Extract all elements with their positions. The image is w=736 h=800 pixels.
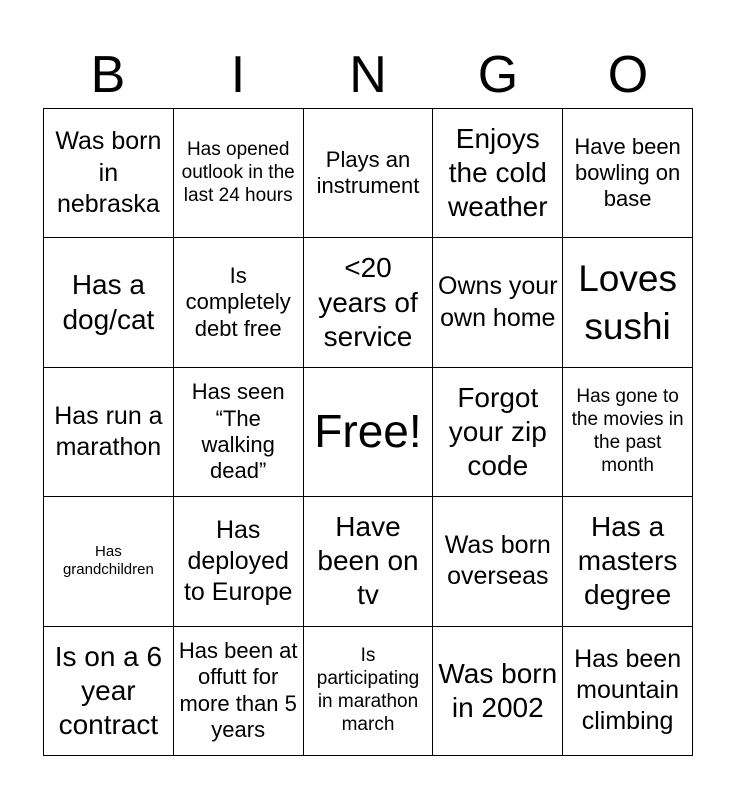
bingo-cell[interactable]: Have been bowling on base (563, 109, 693, 238)
bingo-cell[interactable]: Loves sushi (563, 238, 693, 367)
bingo-cell[interactable]: Has been at offutt for more than 5 years (174, 627, 304, 756)
bingo-cell[interactable]: Is participating in marathon march (304, 627, 434, 756)
bingo-cell[interactable]: Has a dog/cat (44, 238, 174, 367)
bingo-cell[interactable]: Plays an instrument (304, 109, 434, 238)
bingo-cell[interactable]: Was born in 2002 (433, 627, 563, 756)
bingo-cell[interactable]: Has deployed to Europe (174, 497, 304, 626)
bingo-cell[interactable]: Is completely debt free (174, 238, 304, 367)
bingo-cell[interactable]: Has a masters degree (563, 497, 693, 626)
bingo-header (43, 46, 693, 104)
bingo-cell[interactable]: Was born in nebraska (44, 109, 174, 238)
bingo-cell[interactable]: Has gone to the movies in the past month (563, 368, 693, 497)
header-letter-b: B (90, 46, 126, 104)
free-space-cell[interactable]: Free! (304, 368, 434, 497)
header-letter-n: N (349, 46, 387, 104)
bingo-cell[interactable]: Was born overseas (433, 497, 563, 626)
bingo-cell[interactable]: Has run a marathon (44, 368, 174, 497)
bingo-cell[interactable]: <20 years of service (304, 238, 434, 367)
bingo-cell[interactable]: Has opened outlook in the last 24 hours (174, 109, 304, 238)
bingo-cell[interactable]: Has been mountain climbing (563, 627, 693, 756)
header-letter-i: I (230, 46, 246, 104)
header-letter-g: G (477, 46, 519, 104)
bingo-grid (43, 108, 693, 756)
bingo-cell[interactable]: Is on a 6 year contract (44, 627, 174, 756)
bingo-cell[interactable]: Have been on tv (304, 497, 434, 626)
bingo-cell[interactable]: Forgot your zip code (433, 368, 563, 497)
bingo-cell[interactable]: Has grandchildren (44, 497, 174, 626)
header-letter-o: O (607, 46, 649, 104)
bingo-cell[interactable]: Owns your own home (433, 238, 563, 367)
bingo-cell[interactable]: Enjoys the cold weather (433, 109, 563, 238)
bingo-cell[interactable]: Has seen “The walking dead” (174, 368, 304, 497)
